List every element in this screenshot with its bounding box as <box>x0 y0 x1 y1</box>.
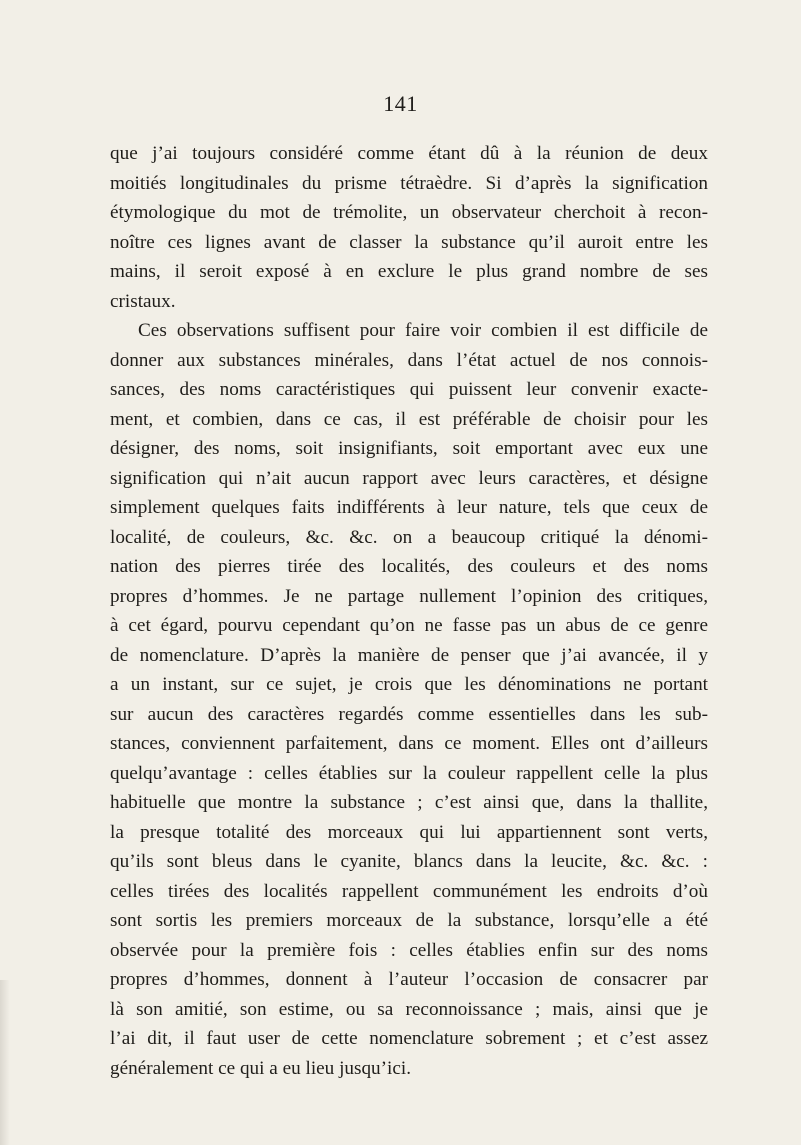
text-line: signification qui n’ait aucun rapport avec leurs caractères, et désigne <box>110 467 708 489</box>
text-line: généralement ce qui a eu lieu jusqu’ici. <box>110 1057 412 1079</box>
page-edge-shadow <box>0 980 10 1145</box>
text-line: sont sortis les premiers morceaux de la substance, lorsqu’elle a été <box>110 910 708 931</box>
text-line: qu’ils sont bleus dans le cyanite, blancs dans la leucite, &c. &c. : <box>110 851 708 872</box>
text-line: quelqu’avantage : celles établies sur la couleur rappellent celle la plus <box>110 762 708 784</box>
text-line: propres d’hommes. Je ne partage nullement l’opinion des critiques, <box>110 585 708 607</box>
text-line: l’ai dit, il faut user de cette nomenclature sobrement ; et c’est assez <box>110 1028 708 1049</box>
text-line: la presque totalité des morceaux qui lui appartiennent sont verts, <box>110 821 708 843</box>
text-line: étymologique du mot de trémolite, un observateur cherchoit à recon- <box>110 202 708 223</box>
body-text <box>110 139 708 1083</box>
text-line: stances, conviennent parfaitement, dans ce moment. Elles ont d’ailleurs <box>110 733 708 754</box>
text-line: sances, des noms caractéristiques qui puissent leur convenir exacte- <box>110 379 708 400</box>
text-line: habituelle que montre la substance ; c’est ainsi que, dans la thallite, <box>110 792 708 813</box>
text-line: désigner, des noms, soit insignifiants, soit emportant avec eux une <box>110 438 708 459</box>
text-line: que j’ai toujours considéré comme étant dû à la réunion de deux <box>110 143 708 164</box>
text-line: celles tirées des localités rappellent communément les endroits d’où <box>110 880 708 902</box>
text-line: simplement quelques faits indifférents à leur nature, tels que ceux de <box>110 497 708 518</box>
text-line: cristaux. <box>110 290 176 312</box>
text-line: Ces observations suffisent pour faire voir combien il est difficile de <box>138 320 708 341</box>
text-line: nation des pierres tirée des localités, des couleurs et des noms <box>110 556 708 577</box>
text-line: ment, et combien, dans ce cas, il est préférable de choisir pour les <box>110 408 708 430</box>
paragraph-2 <box>110 316 708 1083</box>
text-line: moitiés longitudinales du prisme tétraèdre. Si d’après la signification <box>110 172 708 194</box>
text-line: noître ces lignes avant de classer la substance qu’il auroit entre les <box>110 231 708 253</box>
text-line: observée pour la première fois : celles établies enfin sur des noms <box>110 939 708 961</box>
text-line: là son amitié, son estime, ou sa reconnoissance ; mais, ainsi que je <box>110 998 708 1020</box>
text-line: donner aux substances minérales, dans l’état actuel de nos connois- <box>110 349 708 371</box>
text-line: sur aucun des caractères regardés comme essentielles dans les sub- <box>110 703 708 725</box>
paragraph-1 <box>110 139 708 316</box>
text-line: localité, de couleurs, &c. &c. on a beaucoup critiqué la dénomi- <box>110 526 708 548</box>
page-number: 141 <box>383 91 418 116</box>
text-line: mains, il seroit exposé à en exclure le plus grand nombre de ses <box>110 261 708 282</box>
text-line: à cet égard, pourvu cependant qu’on ne fasse pas un abus de ce genre <box>110 615 708 636</box>
text-line: de nomenclature. D’après la manière de penser que j’ai avancée, il y <box>110 644 708 666</box>
text-line: propres d’hommes, donnent à l’auteur l’occasion de consacrer par <box>110 969 708 990</box>
text-line: a un instant, sur ce sujet, je crois que les dénominations ne portant <box>110 674 708 695</box>
